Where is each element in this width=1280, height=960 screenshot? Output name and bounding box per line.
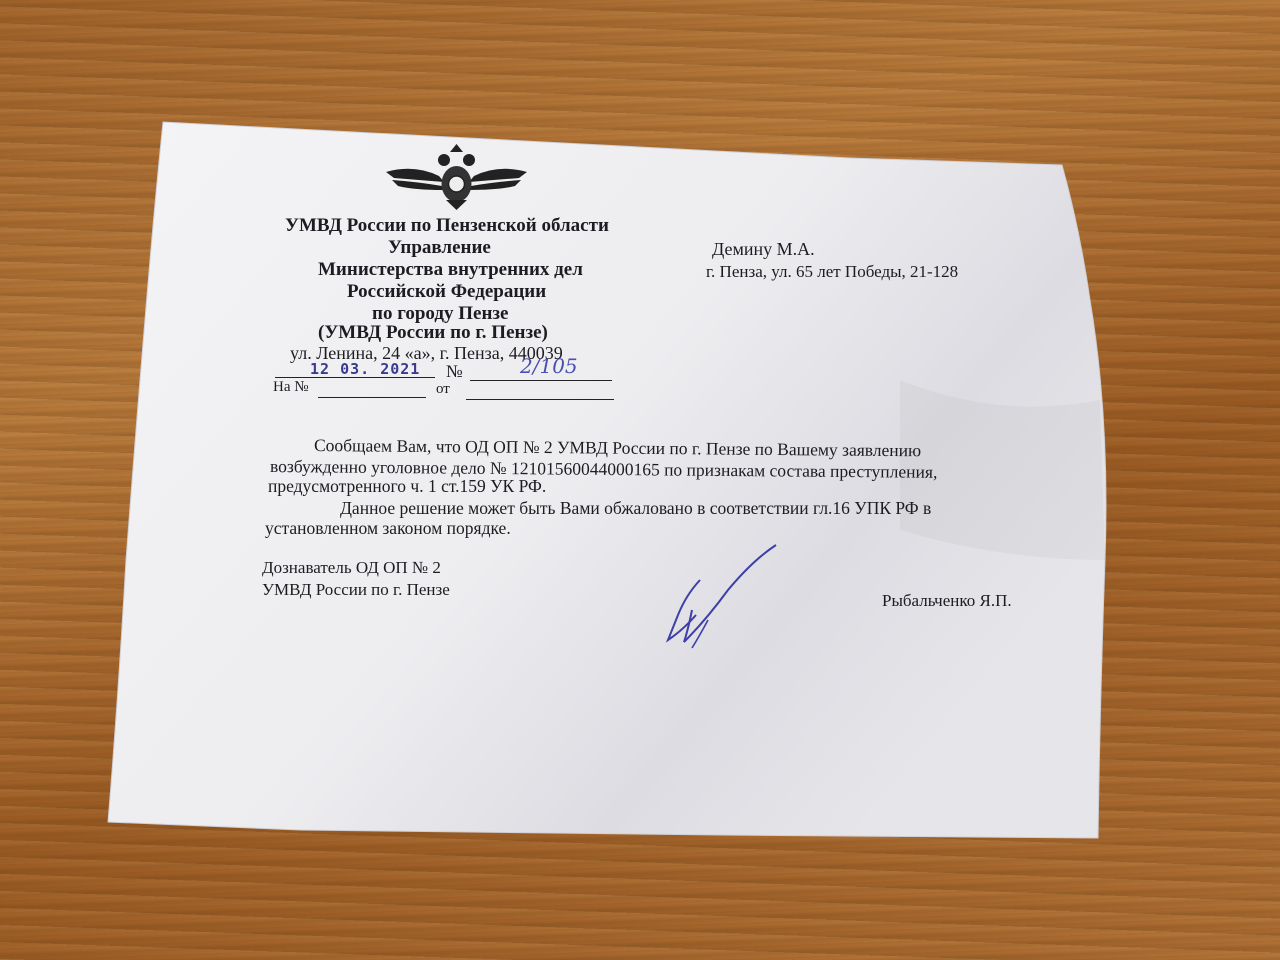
org-line-5: по городу Пензе [372, 303, 509, 324]
double-headed-eagle-icon [384, 142, 529, 212]
org-line-6: (УМВД России по г. Пензе) [318, 322, 548, 343]
na-field-line [318, 397, 426, 398]
org-line-3: Министерства внутренних дел [318, 259, 583, 280]
signer-position-line1: Дознаватель ОД ОП № 2 [262, 558, 441, 577]
recipient-address: г. Пенза, ул. 65 лет Победы, 21-128 [706, 262, 959, 281]
org-address: ул. Ленина, 24 «а», г. Пенза, 440039 [290, 343, 563, 363]
org-line-2: Управление [388, 237, 491, 258]
number-field-line [470, 380, 612, 381]
body-p2-line1: Данное решение может быть Вами обжаловано в соответствии гл.16 УПК РФ в [340, 498, 932, 518]
org-line-4: Российской Федерации [347, 281, 547, 302]
handwritten-signature-icon [648, 540, 788, 660]
number-handwritten: 2/105 [520, 354, 578, 378]
signer-position-line2: УМВД России по г. Пензе [262, 580, 450, 599]
body-p2-line2: установленном законом порядке. [265, 518, 511, 538]
recipient-name: Демину М.А. [712, 239, 815, 259]
date-stamp: 12 03. 2021 [310, 360, 421, 378]
body-p1-line3: предусмотренного ч. 1 ст.159 УК РФ. [268, 476, 547, 496]
org-line-1: УМВД России по Пензенской области [285, 215, 609, 236]
signer-name: Рыбальченко Я.П. [882, 591, 1012, 610]
body-p1-line2: возбужденно уголовное дело № 12101560044000165 по признакам состава преступления, [269, 456, 938, 482]
ot-label: от [436, 381, 450, 397]
body-p1-line1: Сообщаем Вам, что ОД ОП № 2 УМВД России по г. Пензе по Вашему заявлению [313, 435, 922, 461]
ot-field-line [466, 399, 614, 400]
number-label: № [446, 361, 463, 381]
na-label: На № [273, 379, 309, 395]
